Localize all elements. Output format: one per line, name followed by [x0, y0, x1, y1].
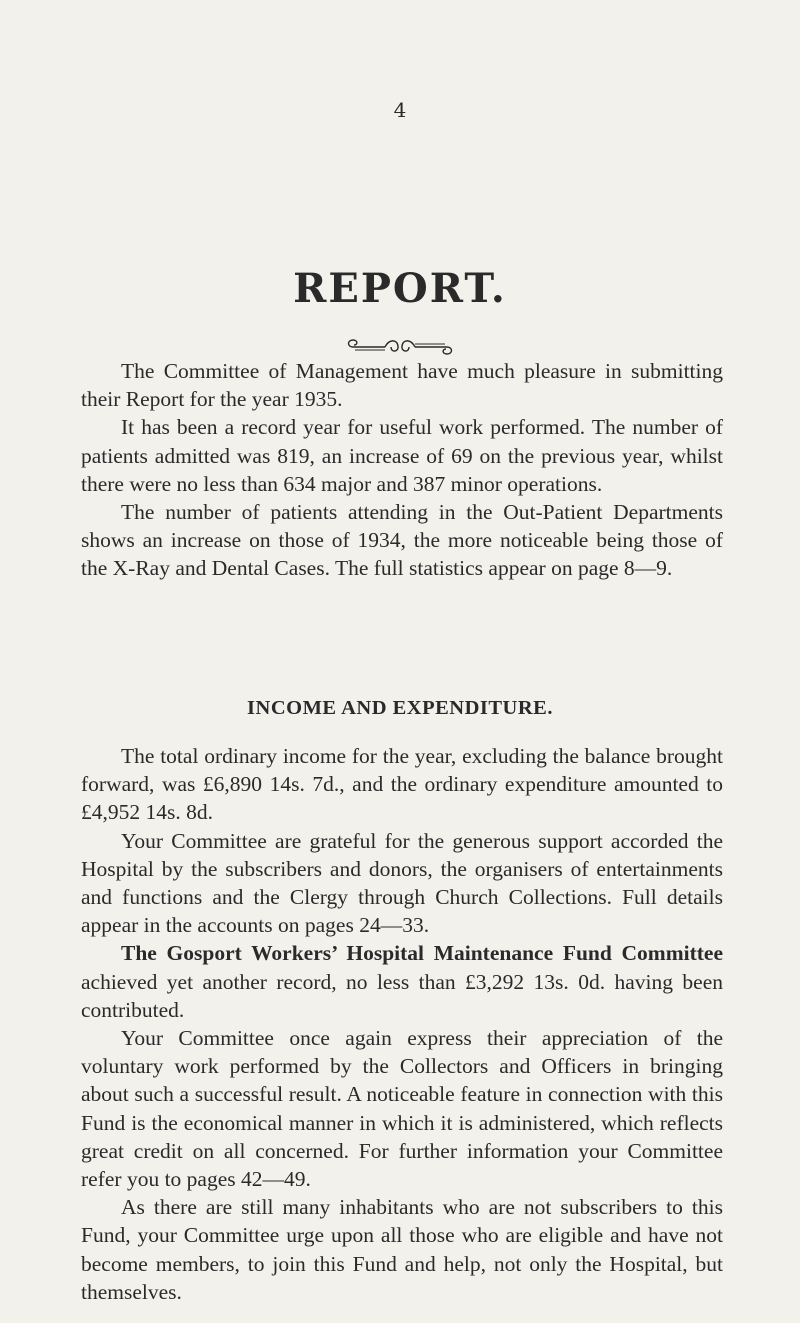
intro-paragraph: The number of patients attending in the Out-Patient Departments shows an increase on those of 1934, the more noticeable being those of the X-Ray and Dental Cases. The full statistics appear on page 8—9.	[81, 500, 723, 581]
income-section	[81, 742, 723, 1306]
intro-section	[81, 357, 723, 583]
appreciation-paragraph: Your Committee once again express their appreciation of the voluntary work performed by the Collectors and Officers in bringing about such a successful result. A noticeable feature in connection with this Fund is the economical manner in which it is administered, which reflects great credit on all concerned. For further information your Committee refer you to pages 42—49.	[81, 1026, 723, 1192]
intro-paragraph: The Committee of Management have much pleasure in submitting their Report for the year 1935.	[81, 359, 723, 412]
scroll-ornament-icon	[345, 335, 455, 359]
page-title: REPORT.	[293, 265, 507, 312]
section-heading: INCOME AND EXPENDITURE.	[247, 697, 553, 719]
income-paragraph: The total ordinary income for the year, excluding the balance brought forward, was £6,890 14s. 7d., and the ordinary expenditure amounted to £4,952 14s. 8d.	[81, 744, 723, 825]
page-number: 4	[393, 98, 407, 122]
gosport-fund-committee-name: The Gosport Workers’ Hospital Maintenance Fund Committee	[121, 941, 723, 966]
gosport-fund-paragraph	[81, 939, 723, 1024]
membership-paragraph: As there are still many inhabitants who are not subscribers to this Fund, your Committee urge upon all those who are eligible and have not become members, to join this Fund and help, not only the Hospital, but themselves.	[81, 1195, 723, 1304]
support-paragraph: Your Committee are grateful for the generous support accorded the Hospital by the subscribers and donors, the organisers of entertainments and functions and the Clergy through Church Collections. Full details appear in the accounts on pages 24—33.	[81, 828, 723, 938]
gosport-fund-text: achieved yet another record, no less than £3,292 13s. 0d. having been contributed.	[81, 969, 723, 1022]
intro-paragraph: It has been a record year for useful work performed. The number of patients admitted was 819, an increase of 69 on the previous year, whilst there were no less than 634 major and 387 minor operations.	[81, 415, 723, 496]
